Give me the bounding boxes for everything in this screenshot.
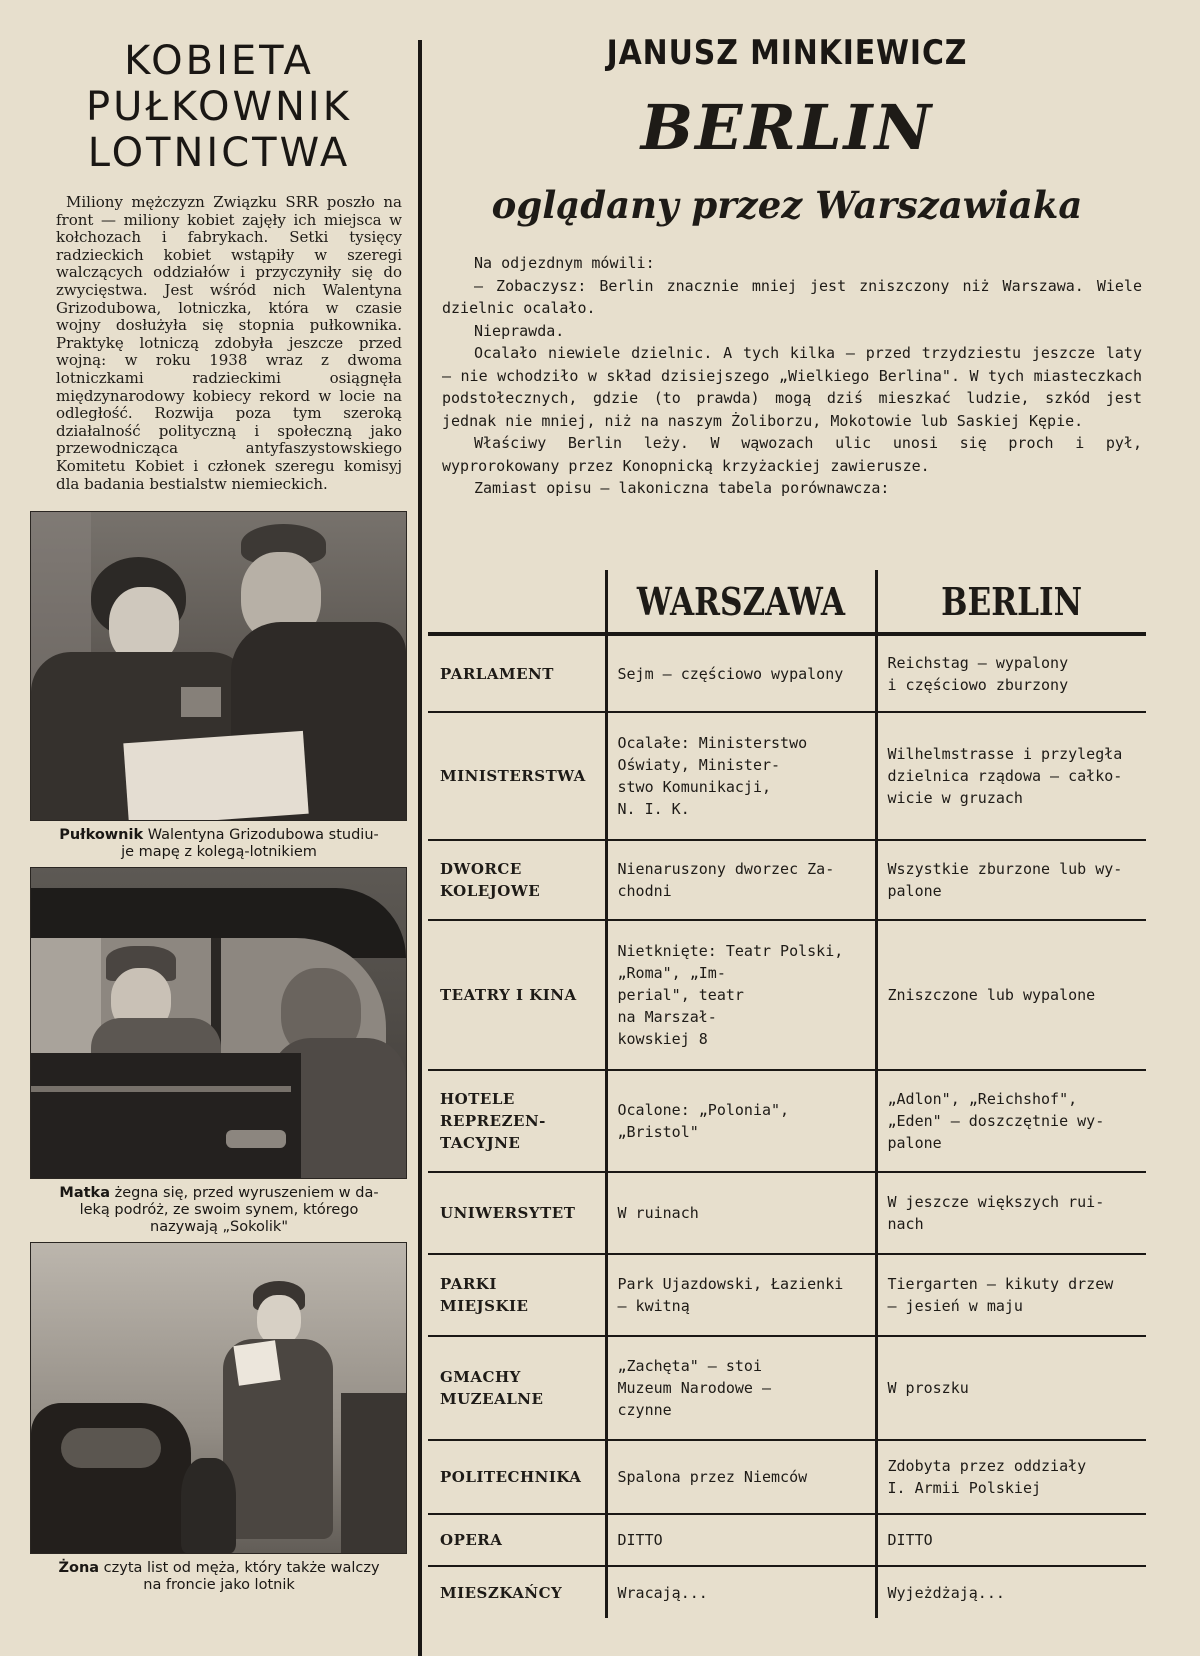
row-category: TEATRY I KINA xyxy=(428,920,606,1070)
row-warszawa: Nietknięte: Teatr Polski, „Roma", „Im- perial", teatr na Marszał- kowskiej 8 xyxy=(606,920,876,1070)
table-row xyxy=(428,840,1146,920)
right-column xyxy=(428,30,1146,500)
left-title-line: KOBIETA xyxy=(124,38,314,84)
table-row xyxy=(428,920,1146,1070)
caption-line: leką podróż, ze swoim synem, którego xyxy=(79,1202,359,1219)
table-row xyxy=(428,1254,1146,1336)
article-paragraph: Nieprawda. xyxy=(474,321,565,340)
caption-line: je mapę z kolegą-lotnikiem xyxy=(121,844,317,861)
comparison-table-grid xyxy=(428,570,1146,1618)
left-intro-text: Miliony mężczyzn Związku SRR poszło na front — miliony kobiet zajęły ich miejsca w kołchozach i fabrykach. Setki tysięcy radzieckich kobiet wstąpiły w szeregi walczących oddziałów i przyczyniły się do zwycięstwa. Jest wśród nich Walentyna Grizodubowa, lotniczka, która w czasie wojny dosłużyła się stopnia pułkownika. Praktykę lotniczą zdobyła jeszcze przed wojną: w roku 1938 wraz z dwoma lotniczkami radzieckimi osiągnęła międzynarodowy kobiecy rekord w locie na odległość. Rozwija poza tym szeroką działalność polityczną i społeczną jako przewodnicząca antyfaszystowskiego Komitetu Kobiet i członek szeregu komisyj dla badania bestialstw niemieckich. xyxy=(56,193,402,493)
table-row xyxy=(428,1336,1146,1440)
row-berlin: Wilhelmstrasse i przyległa dzielnica rządowa — całko- wicie w gruzach xyxy=(876,712,1146,840)
row-category: GMACHY MUZEALNE xyxy=(428,1336,606,1440)
row-warszawa: Spalona przez Niemców xyxy=(606,1440,876,1514)
header-berlin: BERLIN xyxy=(900,570,1121,634)
article-paragraph: Na odjezdnym mówili: xyxy=(474,254,655,272)
caption-line: na froncie jako lotnik xyxy=(143,1577,295,1594)
row-category: OPERA xyxy=(428,1514,606,1566)
photo-officers-with-map xyxy=(30,511,407,821)
table-row xyxy=(428,1440,1146,1514)
photo3-caption xyxy=(36,1560,402,1594)
row-warszawa: Ocalone: „Polonia", „Bristol" xyxy=(606,1070,876,1172)
table-row xyxy=(428,1514,1146,1566)
article-paragraph: Właściwy Berlin leży. W wąwozach ulic unosi się proch i pył, wyprorokowany przez Konopnicką krzyżackiej zawierusze. xyxy=(442,434,1142,475)
row-category: MINISTERSTWA xyxy=(428,712,606,840)
row-category: HOTELE REPREZEN- TACYJNE xyxy=(428,1070,606,1172)
row-warszawa: Wracają... xyxy=(606,1566,876,1618)
row-warszawa: DITTO xyxy=(606,1514,876,1566)
table-row xyxy=(428,1566,1146,1618)
row-warszawa: „Zachęta" — stoi Muzeum Narodowe — czynne xyxy=(606,1336,876,1440)
row-warszawa: Nienaruszony dworzec Za- chodni xyxy=(606,840,876,920)
photo1-caption xyxy=(36,827,402,861)
left-title-line: LOTNICTWA xyxy=(87,130,351,176)
row-warszawa: Sejm — częściowo wypalony xyxy=(606,634,876,712)
article-author: JANUSZ MINKIEWICZ xyxy=(606,33,968,73)
row-category: DWORCE KOLEJOWE xyxy=(428,840,606,920)
row-category: MIESZKAŃCY xyxy=(428,1566,606,1618)
photo2-caption xyxy=(36,1185,402,1236)
article-body xyxy=(442,252,1142,500)
left-title xyxy=(30,38,408,176)
table-row xyxy=(428,712,1146,840)
table-header-row xyxy=(428,570,1146,634)
photo-mother-in-car xyxy=(30,867,407,1179)
photo-wife-reading-letter xyxy=(30,1242,407,1554)
caption-rest: Walentyna Grizodubowa studiu- xyxy=(143,827,379,844)
caption-bold: Pułkownik xyxy=(59,827,144,844)
row-berlin: W jeszcze większych rui- nach xyxy=(876,1172,1146,1254)
header-empty xyxy=(444,570,590,634)
row-berlin: W proszku xyxy=(876,1336,1146,1440)
article-subtitle: oglądany przez Warszawiaka xyxy=(491,183,1083,227)
article-paragraph: Zamiast opisu — lakoniczna tabela porównawcza: xyxy=(474,479,890,497)
article-title: BERLIN xyxy=(640,91,934,164)
left-column xyxy=(30,38,408,1594)
row-berlin: Zdobyta przez oddziały I. Armii Polskiej xyxy=(876,1440,1146,1514)
row-category: PARKI MIEJSKIE xyxy=(428,1254,606,1336)
row-berlin: Reichstag — wypalony i częściowo zburzony xyxy=(876,634,1146,712)
row-berlin: „Adlon", „Reichshof", „Eden" — doszczętnie wy- palone xyxy=(876,1070,1146,1172)
caption-line xyxy=(36,827,402,844)
article-paragraph: Ocalało niewiele dzielnic. A tych kilka — przed trzydziestu jeszcze laty — nie wchodziło w skład dzisiejszego „Wielkiego Berlina". W tych miasteczkach podstołecznych, gdzie (to prawda) mogą dziś mieszkać ludzie, szkód jest jednak nie mniej, niż na naszym Żoliborzu, Mokotowie lub Saskiej Kępie. xyxy=(442,344,1142,430)
row-berlin: Wszystkie zburzone lub wy- palone xyxy=(876,840,1146,920)
row-warszawa: Park Ujazdowski, Łazienki — kwitną xyxy=(606,1254,876,1336)
row-berlin: Wyjeżdżają... xyxy=(876,1566,1146,1618)
row-berlin: DITTO xyxy=(876,1514,1146,1566)
column-divider xyxy=(418,40,422,1656)
table-row xyxy=(428,1070,1146,1172)
comparison-table xyxy=(428,570,1146,1618)
row-category: PARLAMENT xyxy=(440,664,554,683)
table-row xyxy=(428,1172,1146,1254)
caption-line xyxy=(36,1185,402,1202)
caption-rest: czyta list od męża, który także walczy xyxy=(99,1560,380,1577)
caption-line: nazywają „Sokolik" xyxy=(150,1219,288,1236)
left-title-line: PUŁKOWNIK xyxy=(86,84,352,130)
caption-bold: Żona xyxy=(58,1560,100,1577)
caption-bold: Matka xyxy=(59,1185,110,1202)
row-category: POLITECHNIKA xyxy=(428,1440,606,1514)
row-berlin: Zniszczone lub wypalone xyxy=(876,920,1146,1070)
caption-rest: żegna się, przed wyruszeniem w da- xyxy=(109,1185,379,1202)
article-paragraph: — Zobaczysz: Berlin znacznie mniej jest zniszczony niż Warszawa. Wiele dzielnic ocalało. xyxy=(442,276,1142,317)
row-warszawa: W ruinach xyxy=(606,1172,876,1254)
row-category: UNIWERSYTET xyxy=(428,1172,606,1254)
row-warszawa: Ocalałe: Ministerstwo Oświaty, Minister- stwo Komunikacji, N. I. K. xyxy=(606,712,876,840)
caption-line xyxy=(36,1560,402,1577)
row-berlin: Tiergarten — kikuty drzew — jesień w maju xyxy=(876,1254,1146,1336)
header-warszawa: WARSZAWA xyxy=(630,570,851,634)
table-row xyxy=(428,634,1146,712)
